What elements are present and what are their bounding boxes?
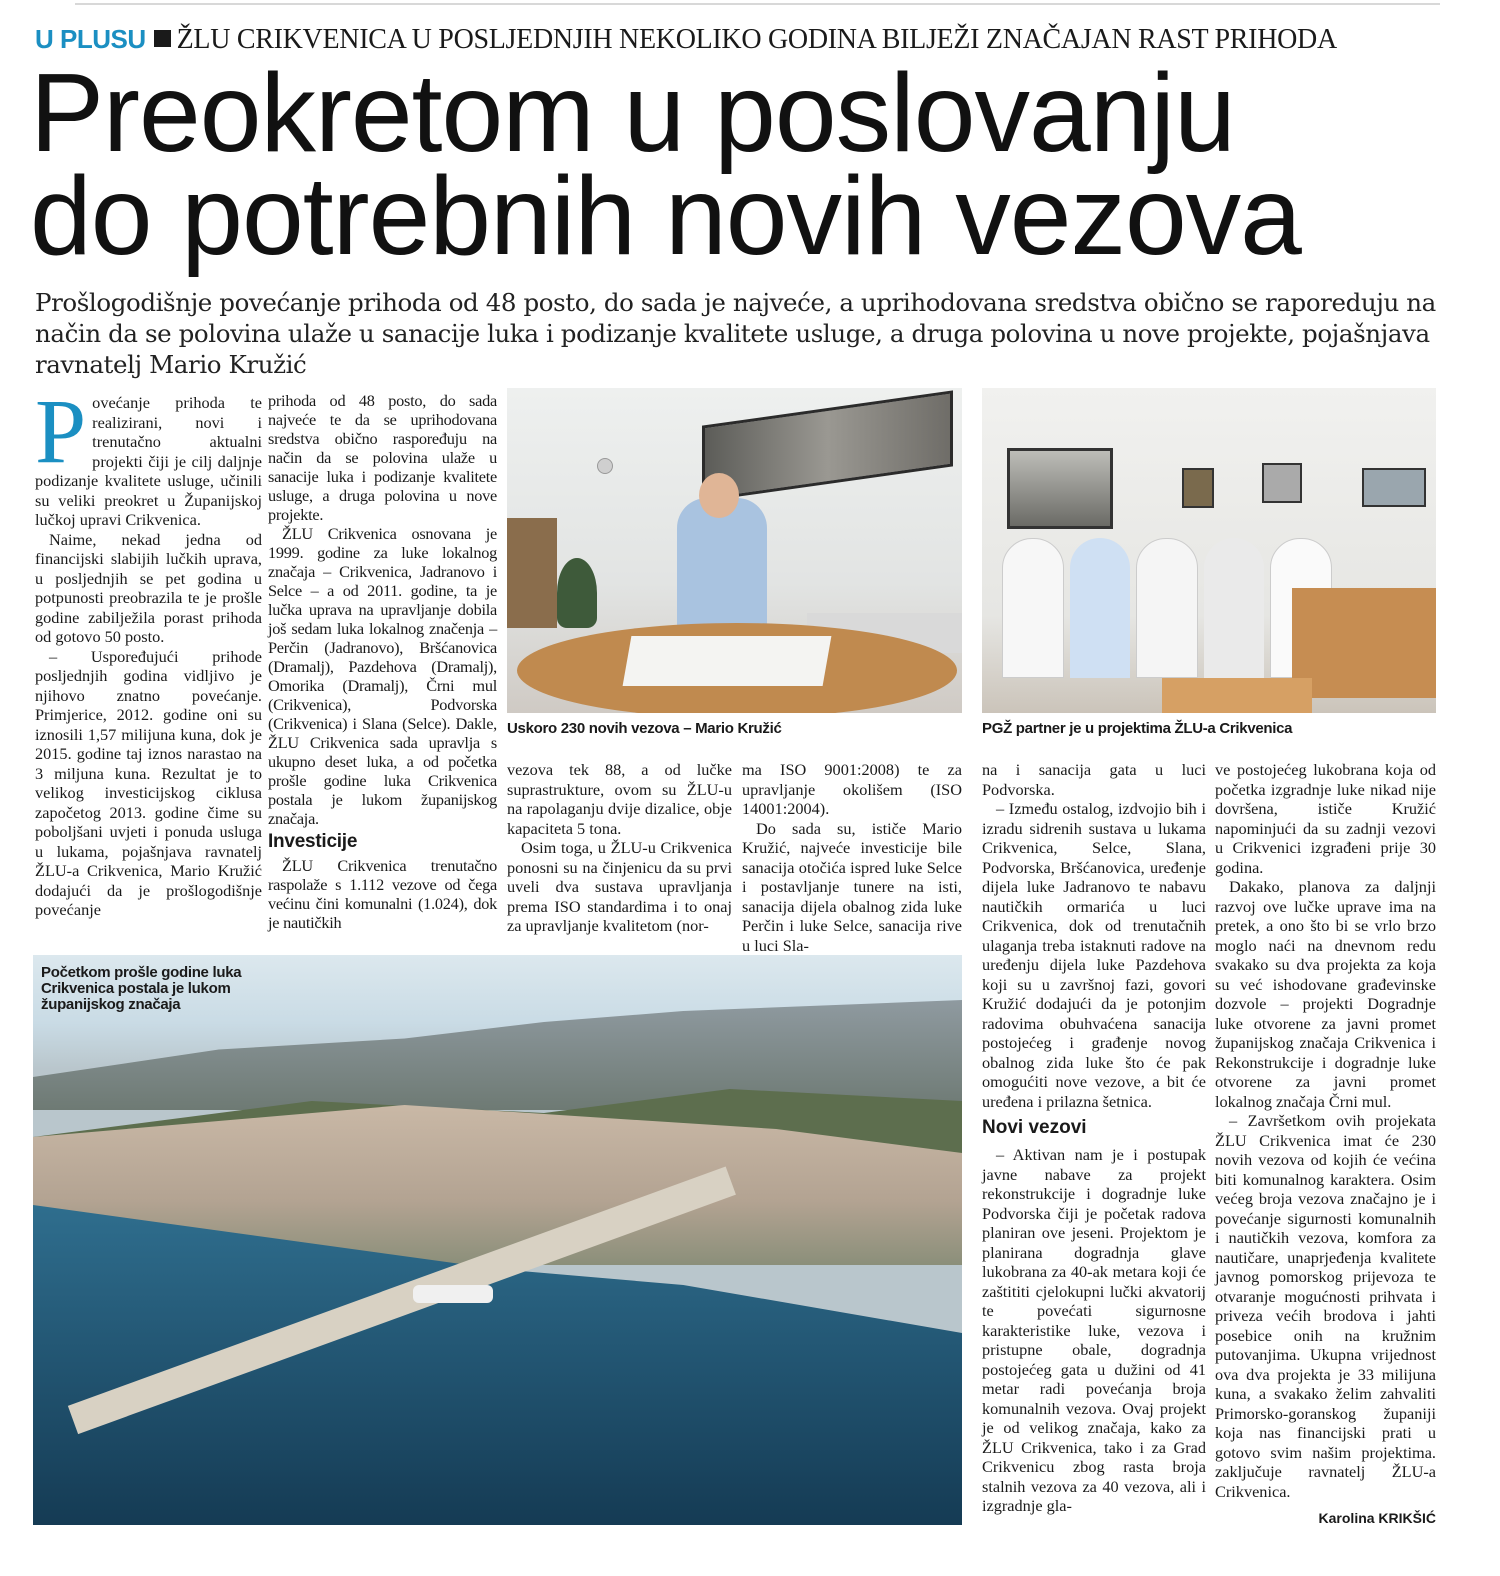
paragraph: vezova tek 88, a od lučke suprastrukture, ovom su ŽLU-u na rapolaganju dvije dizalice, obje kapaciteta 5 tona. [507, 760, 732, 838]
paragraph: ve postojećeg lukobrana koja od početka izgradnje luke nikad nije dovršena, ističe Kružić napominjući da su zadnji vezovi u Crikvenici izgrađeni prije 30 godina. [1215, 760, 1436, 877]
article-column-5 [982, 760, 1206, 1516]
wall-clock [597, 458, 613, 474]
paragraph: ŽLU Crikvenica osnovana je 1999. godine za luke lokalnog značaja – Crikvenica, Jadranovo i Selce – a od 2011. godine, ta je lučka uprava na upravljanje dobila još sedam luka lokalnog značenja – Perčin (Jadranovo), Bršćanovica (Dramalj), Pazdehova (Dramalj), Omorika (Dramalj), Črni mul (Crikvenica), Podvorska (Crikvenica) i Slana (Selce). Dakle, ŽLU Crikvenica sada upravlja s ukupno deset luka, a od početka prošle godine luka Crikvenica postala je lukom županijskog značaja. [268, 524, 497, 828]
drop-cap: P [35, 380, 87, 482]
paragraph: – Aktivan nam je i postupak javne nabave za projekt rekonstrukcije i dogradnje luke Podvorska čiji je početak radova planiran ove jeseni. Projektom je planirana dogradnja glave lukobrana za 40-ak metara koji će zaštititi cjelokupni lučki akvatorij te povećati sigurnosne karakteristike luke, vezova i pristupne obale, dogradnja postojećeg gata u dužini od 41 metar radi povećanja broja komunalnih vezova. Ovaj projekt je od velikog značaja, kako za ŽLU Crikvenica, tako i za Grad Crikvenicu zbog rasta broja stalnih vezova za 40 vezova, ali i izgradnje gla- [982, 1145, 1206, 1515]
top-rule [75, 3, 1440, 5]
byline: Karolina KRIKŠIĆ [1318, 1510, 1436, 1526]
photo-caption-team: PGŽ partner je u projektima ŽLU-a Crikvenica [982, 720, 1293, 737]
paragraph: – Završetkom ovih projekata ŽLU Crikvenica imat će 230 novih vezova od kojih će većina biti komunalnog karaktera. Osim većeg broja vezova značajno je i povećanje sigurnosti komunalnih i nautičkih vezova, komfora za nautičare, unaprjeđenja kvalitete javnog pomorskog prijevoza te otvaranje mogućnosti prihvata i priveza većih brodova i jahti posebice onih na kružnim putovanjima. Ukupna vrijednost ova dva projekta je 33 milijuna kuna, a svakako želim zahvaliti Primorsko-goranskog županiji koja nas financijski prati u gotovo svim našim projektima. zaključuje ravnatelj ŽLU-a Crikvenica. [1215, 1111, 1436, 1501]
headline-line-1: Preokretom u poslovanju [30, 51, 1235, 175]
photo-caption-aerial-box [41, 965, 301, 1020]
paragraph: ma ISO 9001:2008) te za upravljanje okolišem (ISO 14001:2004). [742, 760, 962, 818]
framed-harbor-picture [702, 390, 953, 501]
group-of-people [1002, 538, 1332, 678]
paragraph: Naime, nekad jedna od financijski slabijih lučkih uprava, u posljednjih se pet godina u potpunosti preobrazila te je prošle godine zabilježila porast prihoda od gotovo 50 posto. [35, 529, 262, 646]
deck: Prošlogodišnje povećanje prihoda od 48 posto, do sada je najveće, a uprihodovana sredstva obično se raporeduju na način da se polovina ulaže u sanacije luka i podizanje kvalitete usluge, a druga polovina u nove projekte, pojašnjava ravnatelj Mario Kružić [35, 288, 1436, 379]
paragraph: na i sanacija gata u luci Podvorska. [982, 760, 1206, 799]
photo-aerial-crikvenica [33, 955, 962, 1525]
paragraph: Osim toga, u ŽLU-u Crikvenica ponosni su na činjenicu da su prvi uveli dva sustava upravljanja prema ISO standardima i to onaj za upravljanje kvalitetom (nor- [507, 838, 732, 935]
article-column-3 [507, 760, 732, 936]
plans-on-table [623, 636, 832, 686]
square-bullet-icon [154, 30, 171, 47]
framed-picture [1262, 463, 1302, 503]
photo-office-director [507, 388, 962, 713]
framed-picture [1362, 468, 1426, 507]
photo-caption-aerial: Početkom prošle godine luka Crikvenica postala je lukom županijskog značaja [41, 964, 242, 1013]
headline [30, 51, 1301, 278]
subheading-investicije: Investicije [268, 831, 358, 852]
photo-caption-office: Uskoro 230 novih vezova – Mario Kružić [507, 720, 782, 737]
man-head [699, 473, 739, 518]
article-column-4 [742, 760, 962, 955]
paragraph: ovećanje prihoda te realizirani, novi i trenutačno aktualni projekti čiji je cilj daljnje podizanje kvalitete usluge, učinili su veliki preokret u Županijskoj lučkoj upravi Crikvenica. [35, 393, 262, 529]
paragraph: Dakako, planova za daljnji razvoj ove lučke uprave ima na pretek, a ono što bi se vrlo brzo moglo naći na dnevnom redu svakako su dva projekta za koja su već ishodovane građevinske dozvole – projekti Dogradnje luke otvorene za javni promet županijskog značaja Crikvenica i Rekonstrukcije i dogradnje luke otvorene za javni promet lokalnog značaja Črni mul. [1215, 877, 1436, 1111]
paragraph: ŽLU Crikvenica trenutačno raspolaže s 1.112 vezove od čega većinu čini komunalni (1.024), dok je nautičkih [268, 856, 497, 932]
article-column-6 [1215, 760, 1436, 1501]
kicker-text: ŽLU CRIKVENICA U POSLJEDNJIH NEKOLIKO GODINA BILJEŽI ZNAČAJAN RAST PRIHODA [176, 24, 1337, 55]
plant [557, 558, 597, 628]
framed-certificate [1182, 468, 1214, 508]
paragraph: – Između ostalog, izdvojio bih i izradu sidrenih sustava u lukama Crikvenica, Selce, Slana, Podvorska, Bršćanovica, uređenje dijela luke Jadranovo te nabavu nautičkih ormarića u luci Crikvenica, dok od trenutačnih ulaganja treba istaknuti radove na uređenju dijela luke Pazdehova koji su u završnoj fazi, govori Kružić dodajući da je potonjim radovima obuhvaćena sanacija postojećeg i građenje novog obalnog zida luke što će pak omogućiti nove vezove, a bit će uređena i prilazna šetnica. [982, 799, 1206, 1111]
paragraph: Do sada su, ističe Mario Kružić, najveće investicije bile sanacija otočića ispred luke Selce i postavljanje tunere na isti, sanacija dijela obalnog zida luke Perčin i luke Selce, sanacija rive u luci Sla- [742, 818, 962, 955]
desk [1292, 588, 1436, 698]
article-column-2 [268, 391, 497, 932]
subheading-novi-vezovi: Novi vezovi [982, 1117, 1087, 1138]
cabinet [507, 518, 557, 628]
paragraph: – Uspoređujući prihode posljednjih godina vidljivo je njihovo znatno povećanje. Primjerice, 2012. godine oni su iznosili 1,57 milijuna kuna, dok je 2015. godine taj iznos narastao na 3 miljuna kuna. Rezultat je to velikog investicijskog ciklusa započetog 2013. godine čime su poboljšani uvjeti i ponuda usluga u lukama, pojašnjava ravnatelj ŽLU-a Crikvenica, Mario Kružić dodajući da je prošlogodišnje povećanje [35, 646, 262, 919]
section-tag: U PLUSU [35, 24, 146, 54]
table [1162, 678, 1312, 713]
framed-picture [1007, 448, 1113, 529]
paragraph: prihoda od 48 posto, do sada najveće te da se uprihodovana sredstva obično raspoređuju na način da se polovina ulaže u sanacije luka i podizanje kvalitete usluge, a druga polovina u nove projekte. [268, 391, 497, 524]
headline-line-2: do potrebnih novih vezova [30, 154, 1301, 278]
article-column-1 [35, 380, 262, 920]
ship [413, 1285, 493, 1303]
photo-team [982, 388, 1436, 713]
